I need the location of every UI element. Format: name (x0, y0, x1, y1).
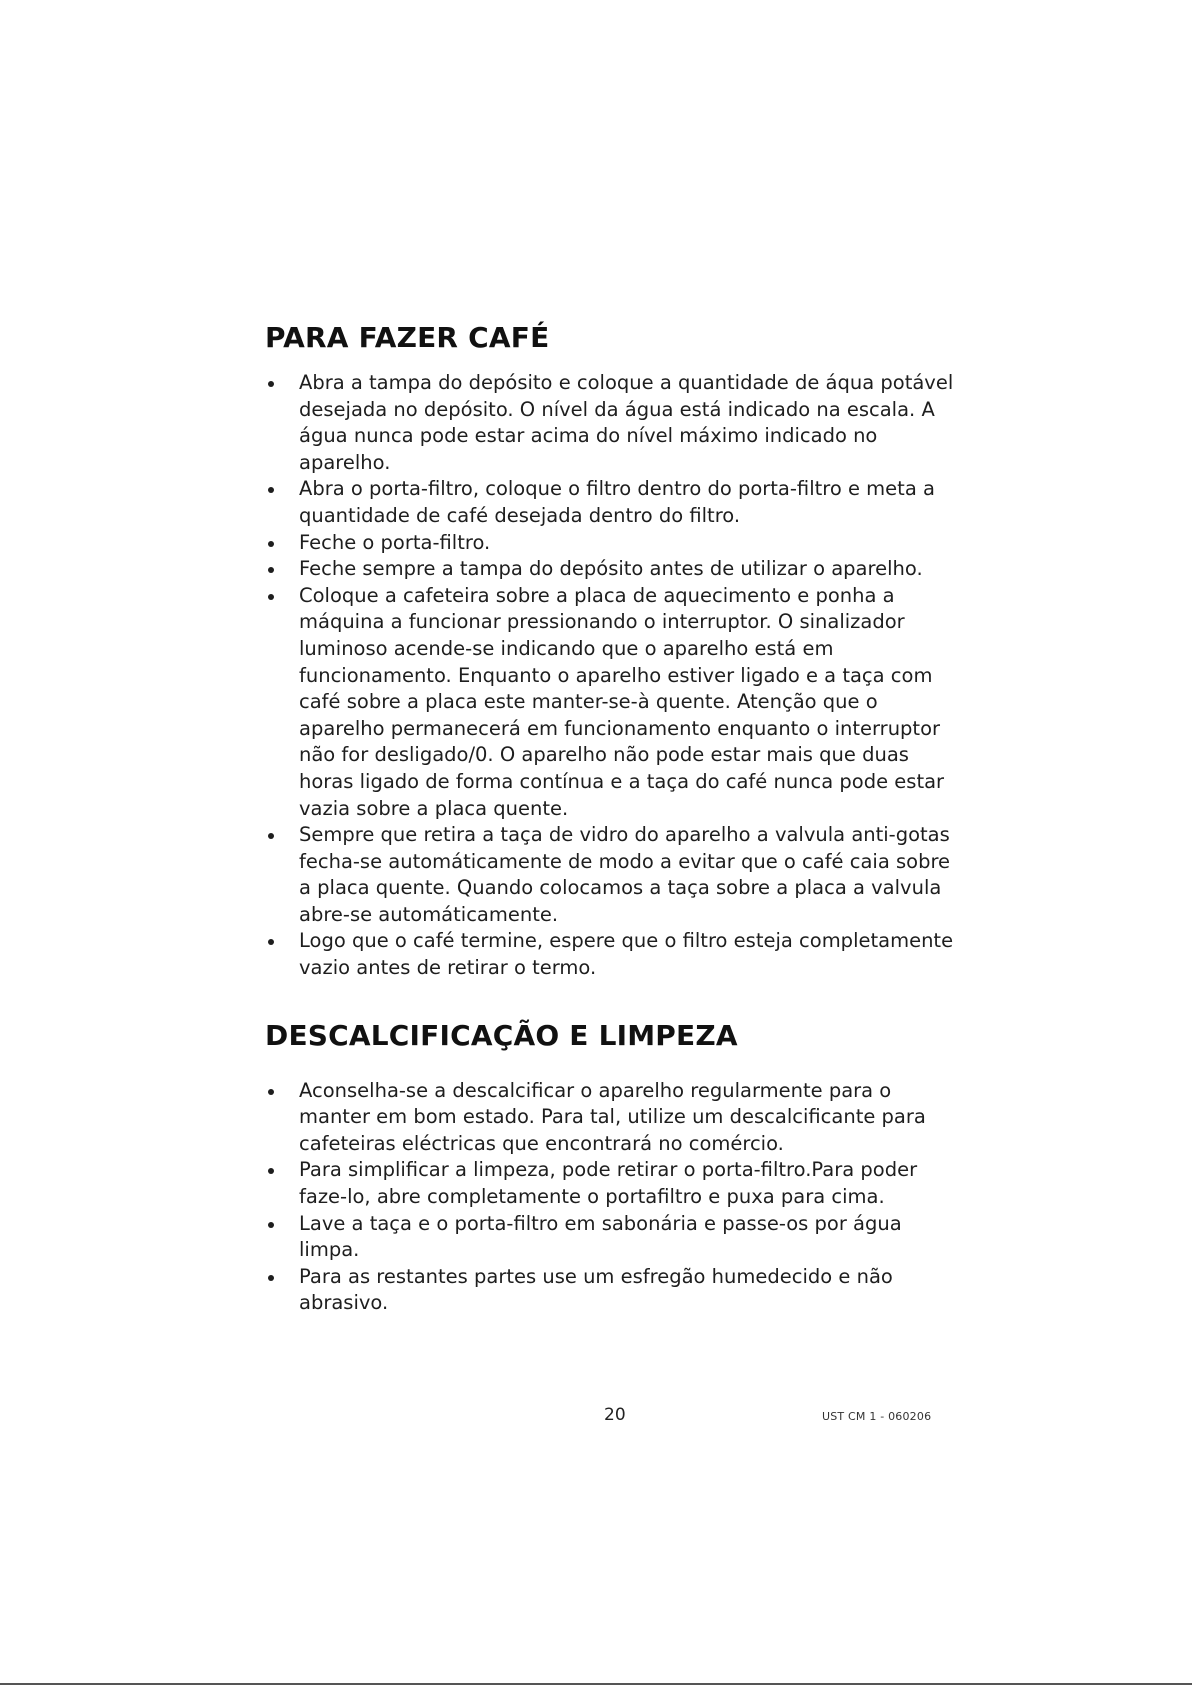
list-item-text: Para as restantes partes use um esfregão humedecido e não abrasivo. (299, 1264, 893, 1315)
bullet-icon (268, 1275, 274, 1281)
list-item (265, 928, 965, 981)
bullet-icon (268, 594, 274, 600)
list-item (265, 1211, 965, 1264)
list-item-text: Logo que o café termine, espere que o filtro esteja completamente vazio antes de retirar o termo. (299, 929, 954, 980)
list-item (265, 556, 965, 583)
list-item-text: Abra a tampa do depósito e coloque a quantidade de áqua potável desejada no depósito. O nível da água está indicado na escala. A água nunca pode estar acima do nível máximo indicado no aparelho. (299, 371, 954, 474)
list-item (265, 530, 965, 557)
bullet-icon (268, 833, 274, 839)
page-number: 20 (604, 1405, 626, 1425)
list-item-text: Feche sempre a tampa do depósito antes de utilizar o aparelho. (299, 557, 923, 581)
list-item-text: Lave a taça e o porta-filtro em sabonária e passe-os por água limpa. (299, 1211, 902, 1262)
list-item (265, 1078, 965, 1158)
list-item-text: Feche o porta-filtro. (299, 530, 491, 554)
bullet-icon (268, 541, 274, 547)
document-code: UST CM 1 - 060206 (822, 1410, 932, 1423)
list-item-text: Aconselha-se a descalcificar o aparelho regularmente para o manter em bom estado. Para tal, utilize um descalcificante para cafeteiras eléctricas que encontrará no comércio. (299, 1078, 926, 1155)
list-item-text: Sempre que retira a taça de vidro do aparelho a valvula anti-gotas fecha-se automáticamente de modo a evitar que o café caia sobre a placa quente. Quando colocamos a taça sobre a placa a valvula abre-se automáticamente. (299, 823, 951, 926)
document-page (265, 318, 965, 1317)
list-item (265, 1157, 965, 1210)
section-title-descaling-cleaning: DESCALCIFICAÇÃO E LIMPEZA (265, 1018, 738, 1052)
bullet-icon (268, 939, 274, 945)
bullet-icon (268, 1089, 274, 1095)
list-item-text: Coloque a cafeteira sobre a placa de aquecimento e ponha a máquina a funcionar pressionando o interruptor. O sinalizador luminoso acende-se indicando que o aparelho está em funcionamento. Enquanto o aparelho estiver ligado e a taça com café sobre a placa este manter-se-à quente. Atenção que o aparelho permanecerá em funcionamento enquanto o interruptor não for desligado/0. O aparelho não pode estar mais que duas horas ligado de forma contínua e a taça do café nunca pode estar vazia sobre a placa quente. (299, 583, 945, 820)
bullet-icon (268, 1222, 274, 1228)
list-item (265, 476, 965, 529)
making-coffee-list (265, 370, 965, 982)
list-item (265, 1264, 965, 1317)
section-title-making-coffee: PARA FAZER CAFÉ (265, 321, 550, 354)
descaling-cleaning-list (265, 1078, 965, 1317)
bullet-icon (268, 1168, 274, 1174)
bullet-icon (268, 567, 274, 573)
list-item-text: Para simplificar a limpeza, pode retirar o porta-filtro.Para poder faze-lo, abre completamente o portafiltro e puxa para cima. (299, 1158, 918, 1209)
list-item-text: Abra o porta-filtro, coloque o filtro dentro do porta-filtro e meta a quantidade de café desejada dentro do filtro. (299, 477, 935, 527)
bullet-icon (268, 487, 274, 493)
list-item (265, 370, 965, 476)
list-item (265, 822, 965, 928)
bullet-icon (268, 381, 274, 387)
list-item (265, 583, 965, 822)
